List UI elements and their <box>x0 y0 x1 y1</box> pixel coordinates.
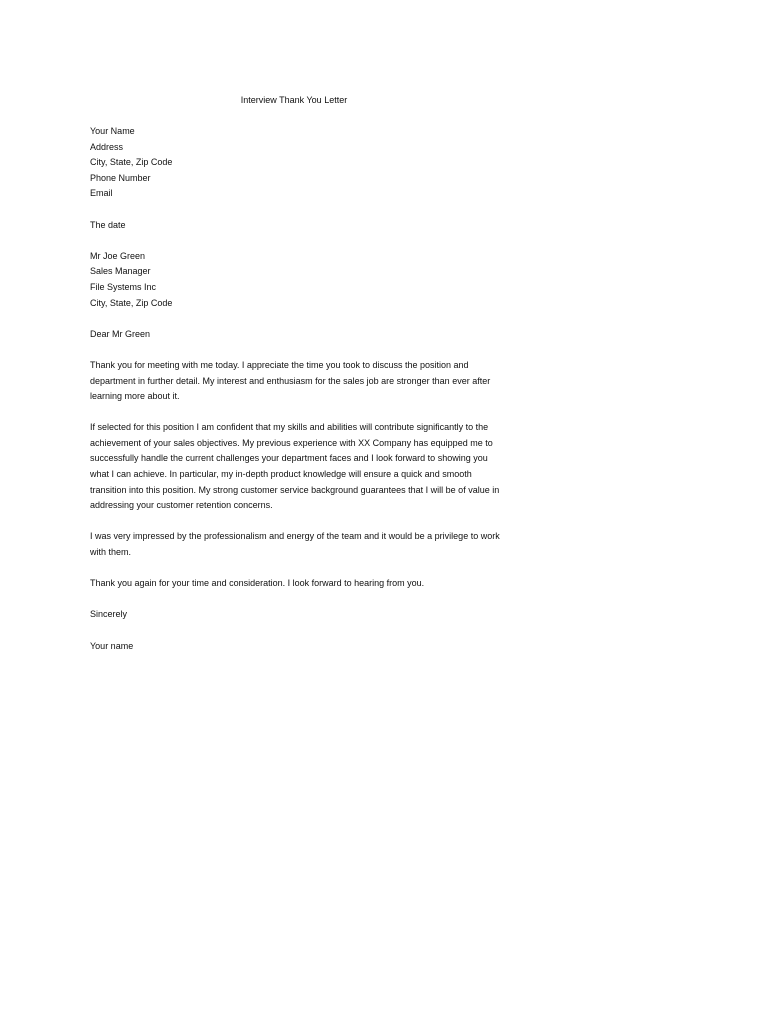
paragraph-line: transition into this position. My strong customer service background guarantees that I will be of value in <box>90 484 500 495</box>
paragraph-line: department in further detail. My interest and enthusiasm for the sales job are stronger than ever after <box>90 375 491 386</box>
paragraph-4 <box>90 576 510 592</box>
signature: Your name <box>90 640 134 651</box>
paragraph-2 <box>90 420 510 514</box>
recipient-city: City, State, Zip Code <box>90 297 173 308</box>
paragraph-line: with them. <box>90 547 132 558</box>
recipient-block <box>90 249 510 311</box>
sender-email: Email <box>90 188 113 199</box>
salutation-block <box>90 327 510 343</box>
letter-body <box>90 124 510 654</box>
paragraph-line: successfully handle the current challenges your department faces and I look forward to showing you <box>90 453 488 464</box>
date-block <box>90 218 510 234</box>
paragraph-line: learning more about it. <box>90 391 180 402</box>
sender-city: City, State, Zip Code <box>90 157 173 168</box>
recipient-name: Mr Joe Green <box>90 250 146 261</box>
paragraph-3 <box>90 529 510 560</box>
sender-block <box>90 124 510 202</box>
paragraph-line: achievement of your sales objectives. My previous experience with XX Company has equipped me to <box>90 437 493 448</box>
sender-name: Your Name <box>90 126 135 136</box>
paragraph-line: Thank you for meeting with me today. I appreciate the time you took to discuss the position and <box>90 359 469 370</box>
signature-block <box>90 639 510 655</box>
paragraph-line: what I can achieve. In particular, my in-depth product knowledge will ensure a quick and smooth <box>90 469 472 480</box>
letter-date: The date <box>90 219 126 230</box>
paragraph-line: Thank you again for your time and consideration. I look forward to hearing from you. <box>90 578 425 589</box>
paragraph-line: I was very impressed by the professionalism and energy of the team and it would be a privilege to work <box>90 531 500 542</box>
document-title: Interview Thank You Letter <box>240 95 348 105</box>
recipient-title: Sales Manager <box>90 266 151 277</box>
recipient-company: File Systems Inc <box>90 281 157 292</box>
sender-address: Address <box>90 141 124 152</box>
salutation: Dear Mr Green <box>90 328 151 339</box>
closing: Sincerely <box>90 609 128 620</box>
closing-block <box>90 607 510 623</box>
paragraph-line: If selected for this position I am confident that my skills and abilities will contribute significantly to the <box>90 422 489 433</box>
sender-phone: Phone Number <box>90 172 151 183</box>
paragraph-1 <box>90 358 510 405</box>
paragraph-line: addressing your customer retention concerns. <box>90 500 273 511</box>
